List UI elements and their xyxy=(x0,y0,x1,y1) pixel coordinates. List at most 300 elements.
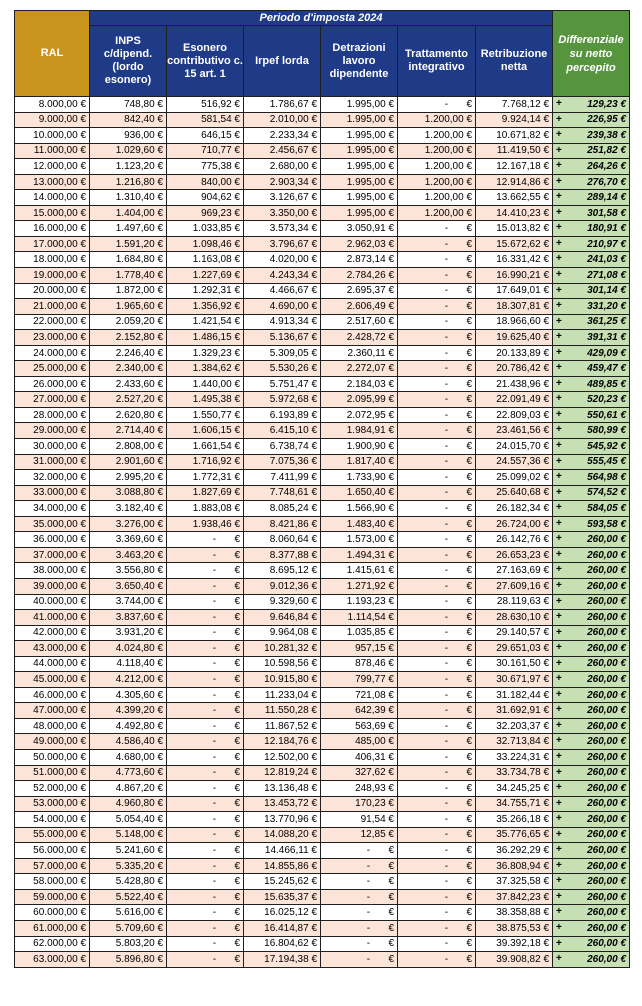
table-row xyxy=(15,376,630,392)
euro-sign: € xyxy=(234,534,240,546)
diff-value: 574,52 € xyxy=(587,487,627,499)
cell-retribuzione: 28.119,63 € xyxy=(476,594,553,610)
cell-esonero xyxy=(167,625,244,641)
euro-sign: € xyxy=(466,285,472,297)
dash-value: - xyxy=(366,845,371,857)
cell-trattamento xyxy=(398,734,476,750)
table-row xyxy=(15,128,630,144)
plus-sign: + xyxy=(556,533,562,545)
euro-sign: € xyxy=(234,953,240,965)
cell-esonero xyxy=(167,578,244,594)
euro-sign: € xyxy=(466,876,472,888)
diff-value: 251,82 € xyxy=(587,145,627,157)
cell-retribuzione: 30.671,97 € xyxy=(476,672,553,688)
euro-sign: € xyxy=(466,440,472,452)
cell-differenziale xyxy=(553,578,630,594)
euro-sign: € xyxy=(234,658,240,670)
cell-detrazioni: 1.984,91 € xyxy=(321,423,398,439)
diff-value: 489,85 € xyxy=(587,378,627,390)
cell-trattamento: 1.200,00 € xyxy=(398,112,476,128)
table-row xyxy=(15,765,630,781)
cell-irpef: 6.738,74 € xyxy=(244,439,321,455)
cell-inps: 1.872,00 € xyxy=(90,283,167,299)
cell-inps: 2.433,60 € xyxy=(90,376,167,392)
cell-ral: 51.000,00 € xyxy=(15,765,90,781)
cell-esonero: 1.098,46 € xyxy=(167,236,244,252)
plus-sign: + xyxy=(556,828,562,840)
cell-esonero: 1.486,15 € xyxy=(167,330,244,346)
cell-detrazioni xyxy=(321,952,398,968)
cell-trattamento xyxy=(398,641,476,657)
header-differenziale: Differenziale su netto percepito xyxy=(553,11,630,97)
dash-value: - xyxy=(444,254,449,266)
diff-value: 260,00 € xyxy=(587,580,627,592)
cell-trattamento xyxy=(398,920,476,936)
dash-value: - xyxy=(444,938,449,950)
table-row xyxy=(15,236,630,252)
cell-differenziale xyxy=(553,314,630,330)
dash-value: - xyxy=(444,331,449,343)
euro-sign: € xyxy=(466,658,472,670)
cell-esonero: 1.606,15 € xyxy=(167,423,244,439)
plus-sign: + xyxy=(556,175,562,187)
table-row xyxy=(15,532,630,548)
cell-esonero xyxy=(167,905,244,921)
cell-irpef: 13.136,48 € xyxy=(244,781,321,797)
cell-differenziale xyxy=(553,610,630,626)
plus-sign: + xyxy=(556,921,562,933)
euro-sign: € xyxy=(466,269,472,281)
plus-sign: + xyxy=(556,408,562,420)
dash-value: - xyxy=(444,720,449,732)
cell-irpef: 14.088,20 € xyxy=(244,827,321,843)
tax-comparison-table xyxy=(14,10,630,968)
cell-esonero xyxy=(167,718,244,734)
plus-sign: + xyxy=(556,642,562,654)
dash-value: - xyxy=(444,611,449,623)
dash-value: - xyxy=(212,751,217,763)
cell-ral: 21.000,00 € xyxy=(15,299,90,315)
cell-esonero: 1.163,08 € xyxy=(167,252,244,268)
euro-sign: € xyxy=(234,891,240,903)
diff-value: 260,00 € xyxy=(587,751,627,763)
cell-trattamento xyxy=(398,330,476,346)
cell-inps: 2.246,40 € xyxy=(90,345,167,361)
cell-esonero xyxy=(167,594,244,610)
diff-value: 271,08 € xyxy=(587,269,627,281)
cell-esonero xyxy=(167,610,244,626)
cell-inps: 2.995,20 € xyxy=(90,470,167,486)
plus-sign: + xyxy=(556,315,562,327)
cell-esonero xyxy=(167,812,244,828)
cell-detrazioni: 1.271,92 € xyxy=(321,578,398,594)
cell-detrazioni: 1.573,00 € xyxy=(321,532,398,548)
cell-detrazioni: 1.650,40 € xyxy=(321,485,398,501)
cell-detrazioni: 2.606,49 € xyxy=(321,299,398,315)
cell-irpef: 5.972,68 € xyxy=(244,392,321,408)
cell-detrazioni: 2.962,03 € xyxy=(321,236,398,252)
euro-sign: € xyxy=(466,891,472,903)
plus-sign: + xyxy=(556,890,562,902)
cell-irpef: 12.502,00 € xyxy=(244,749,321,765)
dash-value: - xyxy=(444,642,449,654)
diff-value: 260,00 € xyxy=(587,705,627,717)
cell-detrazioni: 721,08 € xyxy=(321,687,398,703)
dash-value: - xyxy=(212,891,217,903)
diff-value: 226,95 € xyxy=(587,114,627,126)
cell-irpef: 9.329,60 € xyxy=(244,594,321,610)
cell-esonero: 646,15 € xyxy=(167,128,244,144)
euro-sign: € xyxy=(466,860,472,872)
dash-value: - xyxy=(444,534,449,546)
cell-inps: 2.527,20 € xyxy=(90,392,167,408)
cell-esonero xyxy=(167,749,244,765)
euro-sign: € xyxy=(388,938,394,950)
cell-esonero: 1.495,38 € xyxy=(167,392,244,408)
cell-trattamento: 1.200,00 € xyxy=(398,128,476,144)
cell-irpef: 7.748,61 € xyxy=(244,485,321,501)
cell-detrazioni: 563,69 € xyxy=(321,718,398,734)
plus-sign: + xyxy=(556,719,562,731)
cell-trattamento xyxy=(398,361,476,377)
cell-irpef: 9.646,84 € xyxy=(244,610,321,626)
cell-irpef: 8.421,86 € xyxy=(244,516,321,532)
dash-value: - xyxy=(444,316,449,328)
header-trattamento: Trattamento integrativo xyxy=(398,26,476,97)
cell-retribuzione: 25.099,02 € xyxy=(476,470,553,486)
cell-inps: 3.556,80 € xyxy=(90,563,167,579)
cell-irpef: 2.903,34 € xyxy=(244,174,321,190)
dash-value: - xyxy=(444,238,449,250)
cell-differenziale xyxy=(553,718,630,734)
plus-sign: + xyxy=(556,657,562,669)
cell-detrazioni: 1.483,40 € xyxy=(321,516,398,532)
cell-ral: 30.000,00 € xyxy=(15,439,90,455)
cell-differenziale xyxy=(553,781,630,797)
plus-sign: + xyxy=(556,704,562,716)
cell-retribuzione: 18.307,81 € xyxy=(476,299,553,315)
dash-value: - xyxy=(444,549,449,561)
cell-esonero xyxy=(167,765,244,781)
cell-trattamento xyxy=(398,796,476,812)
cell-esonero: 1.827,69 € xyxy=(167,485,244,501)
table-row xyxy=(15,594,630,610)
table-row xyxy=(15,361,630,377)
diff-value: 459,47 € xyxy=(587,363,627,375)
euro-sign: € xyxy=(234,565,240,577)
cell-ral: 38.000,00 € xyxy=(15,563,90,579)
cell-ral: 60.000,00 € xyxy=(15,905,90,921)
dash-value: - xyxy=(366,907,371,919)
cell-irpef: 2.010,00 € xyxy=(244,112,321,128)
cell-detrazioni: 248,93 € xyxy=(321,781,398,797)
plus-sign: + xyxy=(556,502,562,514)
cell-inps: 1.404,00 € xyxy=(90,205,167,221)
cell-differenziale xyxy=(553,594,630,610)
cell-esonero xyxy=(167,796,244,812)
plus-sign: + xyxy=(556,362,562,374)
table-row xyxy=(15,423,630,439)
euro-sign: € xyxy=(234,782,240,794)
cell-esonero xyxy=(167,656,244,672)
plus-sign: + xyxy=(556,300,562,312)
cell-differenziale xyxy=(553,128,630,144)
dash-value: - xyxy=(444,409,449,421)
euro-sign: € xyxy=(388,907,394,919)
dash-value: - xyxy=(444,502,449,514)
euro-sign: € xyxy=(234,938,240,950)
dash-value: - xyxy=(444,829,449,841)
cell-trattamento xyxy=(398,547,476,563)
cell-inps: 5.803,20 € xyxy=(90,936,167,952)
dash-value: - xyxy=(444,363,449,375)
table-row xyxy=(15,734,630,750)
cell-esonero: 1.440,00 € xyxy=(167,376,244,392)
cell-irpef: 14.855,86 € xyxy=(244,858,321,874)
cell-ral: 52.000,00 € xyxy=(15,781,90,797)
cell-retribuzione: 34.755,71 € xyxy=(476,796,553,812)
diff-value: 550,61 € xyxy=(587,409,627,421)
cell-detrazioni: 2.873,14 € xyxy=(321,252,398,268)
cell-inps: 4.773,60 € xyxy=(90,765,167,781)
cell-irpef: 12.819,24 € xyxy=(244,765,321,781)
cell-detrazioni: 1.415,61 € xyxy=(321,563,398,579)
cell-trattamento xyxy=(398,97,476,113)
diff-value: 331,20 € xyxy=(587,300,627,312)
cell-detrazioni xyxy=(321,889,398,905)
cell-irpef: 8.695,12 € xyxy=(244,563,321,579)
cell-ral: 14.000,00 € xyxy=(15,190,90,206)
dash-value: - xyxy=(212,611,217,623)
plus-sign: + xyxy=(556,875,562,887)
cell-retribuzione: 31.692,91 € xyxy=(476,703,553,719)
cell-irpef: 9.964,08 € xyxy=(244,625,321,641)
cell-trattamento xyxy=(398,827,476,843)
cell-irpef: 4.243,34 € xyxy=(244,268,321,284)
cell-detrazioni xyxy=(321,920,398,936)
cell-differenziale xyxy=(553,672,630,688)
cell-retribuzione: 37.842,23 € xyxy=(476,889,553,905)
cell-differenziale xyxy=(553,827,630,843)
dash-value: - xyxy=(444,487,449,499)
cell-trattamento xyxy=(398,781,476,797)
plus-sign: + xyxy=(556,346,562,358)
cell-esonero xyxy=(167,889,244,905)
cell-irpef: 11.550,28 € xyxy=(244,703,321,719)
cell-differenziale xyxy=(553,485,630,501)
header-detrazioni: Detrazioni lavoro dipendente xyxy=(321,26,398,97)
header-retribuzione: Retribuzione netta xyxy=(476,26,553,97)
cell-trattamento xyxy=(398,376,476,392)
cell-retribuzione: 19.625,40 € xyxy=(476,330,553,346)
dash-value: - xyxy=(212,798,217,810)
cell-retribuzione: 21.438,96 € xyxy=(476,376,553,392)
cell-differenziale xyxy=(553,516,630,532)
table-row xyxy=(15,656,630,672)
cell-inps: 1.310,40 € xyxy=(90,190,167,206)
plus-sign: + xyxy=(556,486,562,498)
cell-esonero xyxy=(167,843,244,859)
cell-retribuzione: 15.013,82 € xyxy=(476,221,553,237)
cell-detrazioni: 327,62 € xyxy=(321,765,398,781)
dash-value: - xyxy=(212,813,217,825)
cell-inps: 3.182,40 € xyxy=(90,501,167,517)
cell-ral: 19.000,00 € xyxy=(15,268,90,284)
cell-differenziale xyxy=(553,221,630,237)
euro-sign: € xyxy=(466,549,472,561)
table-row xyxy=(15,330,630,346)
cell-retribuzione: 22.809,03 € xyxy=(476,407,553,423)
cell-irpef: 4.020,00 € xyxy=(244,252,321,268)
cell-esonero: 1.356,92 € xyxy=(167,299,244,315)
dash-value: - xyxy=(444,876,449,888)
plus-sign: + xyxy=(556,548,562,560)
cell-inps: 4.024,80 € xyxy=(90,641,167,657)
cell-detrazioni: 2.517,60 € xyxy=(321,314,398,330)
cell-esonero: 1.421,54 € xyxy=(167,314,244,330)
cell-trattamento xyxy=(398,392,476,408)
dash-value: - xyxy=(366,891,371,903)
plus-sign: + xyxy=(556,269,562,281)
cell-esonero: 1.661,54 € xyxy=(167,439,244,455)
cell-detrazioni xyxy=(321,843,398,859)
cell-trattamento xyxy=(398,625,476,641)
cell-detrazioni: 2.784,26 € xyxy=(321,268,398,284)
euro-sign: € xyxy=(466,689,472,701)
cell-differenziale xyxy=(553,563,630,579)
cell-irpef: 3.350,00 € xyxy=(244,205,321,221)
cell-trattamento xyxy=(398,501,476,517)
euro-sign: € xyxy=(466,254,472,266)
cell-detrazioni: 2.184,03 € xyxy=(321,376,398,392)
cell-irpef: 13.453,72 € xyxy=(244,796,321,812)
dash-value: - xyxy=(212,642,217,654)
dash-value: - xyxy=(444,269,449,281)
table-row xyxy=(15,936,630,952)
plus-sign: + xyxy=(556,144,562,156)
euro-sign: € xyxy=(234,674,240,685)
cell-retribuzione: 26.724,00 € xyxy=(476,516,553,532)
euro-sign: € xyxy=(466,409,472,421)
dash-value: - xyxy=(444,922,449,934)
cell-inps: 1.123,20 € xyxy=(90,159,167,175)
table-row xyxy=(15,407,630,423)
cell-differenziale xyxy=(553,407,630,423)
cell-retribuzione: 29.140,57 € xyxy=(476,625,553,641)
cell-inps: 5.335,20 € xyxy=(90,858,167,874)
diff-value: 260,00 € xyxy=(587,860,627,872)
diff-value: 260,00 € xyxy=(587,549,627,561)
plus-sign: + xyxy=(556,750,562,762)
plus-sign: + xyxy=(556,471,562,483)
euro-sign: € xyxy=(466,518,472,530)
cell-trattamento xyxy=(398,594,476,610)
cell-esonero: 1.227,69 € xyxy=(167,268,244,284)
cell-retribuzione: 37.325,58 € xyxy=(476,874,553,890)
dash-value: - xyxy=(212,938,217,950)
cell-ral: 46.000,00 € xyxy=(15,687,90,703)
euro-sign: € xyxy=(466,798,472,810)
dash-value: - xyxy=(212,565,217,577)
diff-value: 593,58 € xyxy=(587,518,627,530)
cell-inps: 3.276,00 € xyxy=(90,516,167,532)
table-row xyxy=(15,858,630,874)
euro-sign: € xyxy=(466,300,472,312)
euro-sign: € xyxy=(466,471,472,483)
cell-detrazioni: 1.995,00 € xyxy=(321,190,398,206)
cell-retribuzione: 12.914,86 € xyxy=(476,174,553,190)
euro-sign: € xyxy=(466,363,472,375)
cell-irpef: 16.804,62 € xyxy=(244,936,321,952)
cell-differenziale xyxy=(553,361,630,377)
dash-value: - xyxy=(444,860,449,872)
cell-retribuzione: 29.651,03 € xyxy=(476,641,553,657)
cell-inps: 4.492,80 € xyxy=(90,718,167,734)
diff-value: 260,00 € xyxy=(587,596,627,608)
cell-trattamento: 1.200,00 € xyxy=(398,159,476,175)
cell-irpef: 11.867,52 € xyxy=(244,718,321,734)
cell-irpef: 6.415,10 € xyxy=(244,423,321,439)
cell-irpef: 14.466,11 € xyxy=(244,843,321,859)
table-row xyxy=(15,672,630,688)
cell-esonero: 516,92 € xyxy=(167,97,244,113)
diff-value: 361,25 € xyxy=(587,316,627,328)
table-row xyxy=(15,796,630,812)
cell-trattamento xyxy=(398,858,476,874)
diff-value: 260,00 € xyxy=(587,798,627,810)
diff-value: 260,00 € xyxy=(587,938,627,950)
cell-detrazioni xyxy=(321,936,398,952)
euro-sign: € xyxy=(466,565,472,577)
table-row xyxy=(15,143,630,159)
cell-differenziale xyxy=(553,97,630,113)
cell-trattamento xyxy=(398,283,476,299)
table-row xyxy=(15,501,630,517)
euro-sign: € xyxy=(388,876,394,888)
cell-differenziale xyxy=(553,454,630,470)
cell-ral: 17.000,00 € xyxy=(15,236,90,252)
dash-value: - xyxy=(366,938,371,950)
dash-value: - xyxy=(212,736,217,748)
euro-sign: € xyxy=(466,611,472,623)
cell-trattamento xyxy=(398,439,476,455)
cell-detrazioni xyxy=(321,905,398,921)
cell-trattamento xyxy=(398,470,476,486)
table-row xyxy=(15,687,630,703)
plus-sign: + xyxy=(556,782,562,794)
cell-retribuzione: 35.776,65 € xyxy=(476,827,553,843)
euro-sign: € xyxy=(388,922,394,934)
dash-value: - xyxy=(444,98,449,110)
cell-differenziale xyxy=(553,392,630,408)
cell-ral: 12.000,00 € xyxy=(15,159,90,175)
cell-trattamento xyxy=(398,610,476,626)
cell-retribuzione: 32.203,37 € xyxy=(476,718,553,734)
table-row xyxy=(15,563,630,579)
diff-value: 260,00 € xyxy=(587,689,627,701)
cell-retribuzione: 39.392,18 € xyxy=(476,936,553,952)
cell-inps: 842,40 € xyxy=(90,112,167,128)
cell-trattamento xyxy=(398,423,476,439)
cell-ral: 25.000,00 € xyxy=(15,361,90,377)
dash-value: - xyxy=(444,394,449,406)
euro-sign: € xyxy=(466,922,472,934)
cell-differenziale xyxy=(553,143,630,159)
cell-inps: 5.428,80 € xyxy=(90,874,167,890)
cell-esonero xyxy=(167,858,244,874)
cell-differenziale xyxy=(553,874,630,890)
cell-irpef: 2.680,00 € xyxy=(244,159,321,175)
